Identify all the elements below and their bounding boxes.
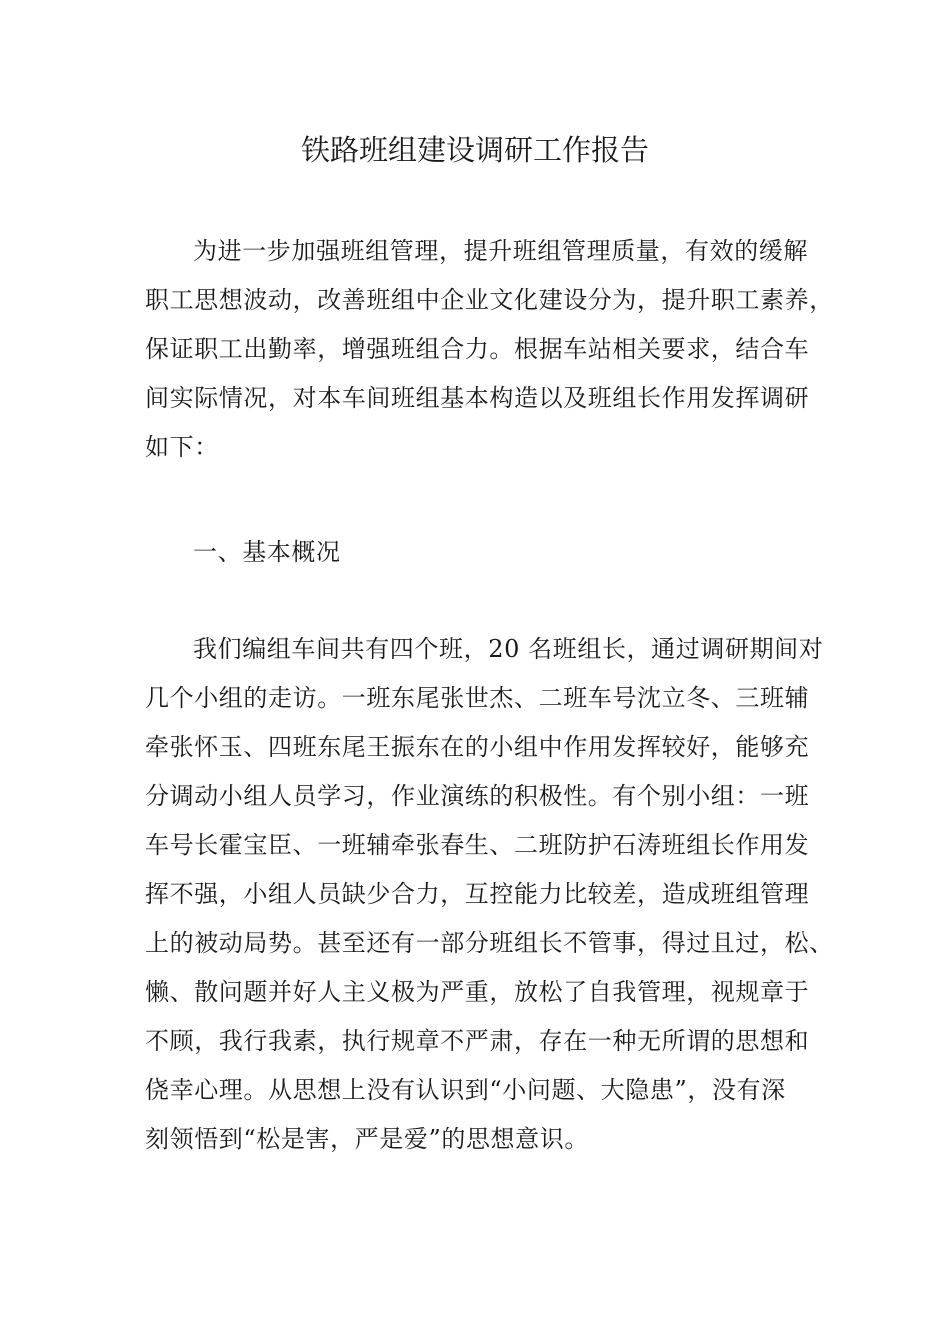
paragraph-line: 上的被动局势。甚至还有一部分班组长不管事，得过且过，松、: [145, 929, 834, 957]
document-title: 铁路班组建设调研工作报告: [300, 133, 649, 167]
paragraph-line: 挥不强，小组人员缺少合力，互控能力比较差，造成班组管理: [145, 880, 810, 908]
paragraph-line: 几个小组的走访。一班东尾张世杰、二班车号沈立冬、三班辅: [145, 684, 810, 712]
intro-paragraph: [145, 227, 834, 472]
overview-paragraph: [145, 625, 834, 1164]
section-heading: [145, 528, 821, 577]
paragraph-line: 如下：: [145, 433, 219, 461]
paragraph-line: 间实际情况，对本车间班组基本构造以及班组长作用发挥调研: [145, 384, 810, 412]
paragraph-line: 为进一步加强班组管理，提升班组管理质量，有效的缓解: [193, 237, 808, 265]
paragraph-line: 保证职工出勤率，增强班组合力。根据车站相关要求，结合车: [145, 335, 810, 363]
section-heading-text: 一、基本概况: [193, 538, 341, 566]
paragraph-line: 分调动小组人员学习，作业演练的积极性。有个别小组：一班: [145, 782, 810, 810]
paragraph-line: 车号长霍宝臣、一班辅牵张春生、二班防护石涛班组长作用发: [145, 831, 810, 859]
paragraph-line: 刻领悟到“松是害，严是爱”的思想意识。: [145, 1125, 589, 1153]
paragraph-line: 我们编组车间共有四个班，20 名班组长，通过调研期间对: [193, 635, 824, 663]
paragraph-line: 懒、散问题并好人主义极为严重，放松了自我管理，视规章于: [145, 978, 810, 1006]
paragraph-line: 职工思想波动，改善班组中企业文化建设分为，提升职工素养，: [145, 286, 834, 314]
paragraph-line: 牵张怀玉、四班东尾王振东在的小组中作用发挥较好，能够充: [145, 733, 810, 761]
paragraph-line: 侥幸心理。从思想上没有认识到“小问题、大隐患”，没有深: [145, 1076, 786, 1104]
paragraph-line: 不顾，我行我素，执行规章不严肃，存在一种无所谓的思想和: [145, 1027, 810, 1055]
